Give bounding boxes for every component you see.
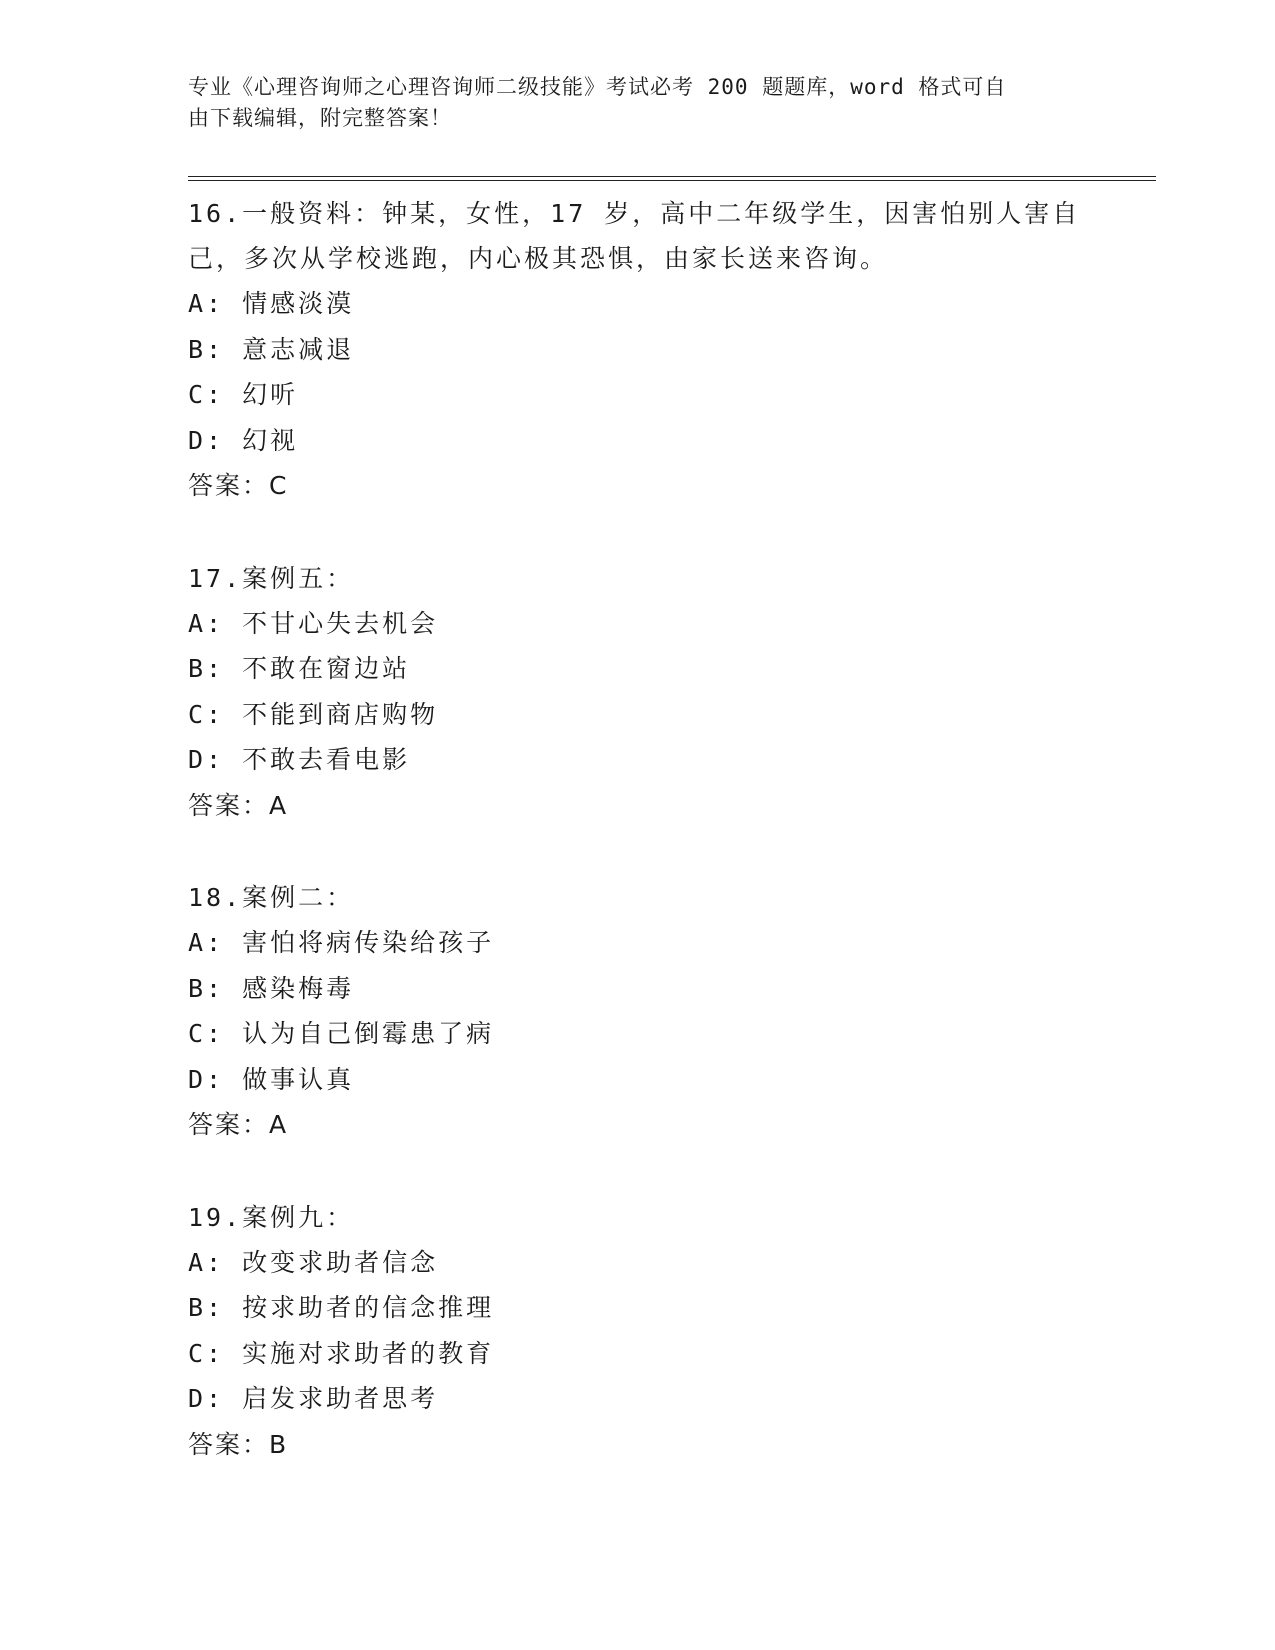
question-18 [188, 875, 1088, 1148]
answer-line: 答案：A [188, 790, 289, 820]
option-b: B: 感染梅毒 [188, 973, 355, 1003]
option-c: C: 不能到商店购物 [188, 699, 439, 729]
option-b: B: 按求助者的信念推理 [188, 1293, 495, 1322]
question-stem: 16.一般资料：钟某，女性，17 岁，高中二年级学生，因害怕别人害自 [188, 199, 1081, 228]
question-stem-continued: 己，多次从学校逃跑，内心极其恐惧，由家长送来咨询。 [188, 244, 889, 273]
intro-line-1: 专业《心理咨询师之心理咨询师二级技能》考试必考 200 题题库，word 格式可自 [188, 75, 1007, 99]
question-19 [188, 1195, 1088, 1468]
question-list [188, 191, 1088, 1467]
option-c: C: 实施对求助者的教育 [188, 1338, 495, 1368]
option-d: D: 做事认真 [188, 1064, 355, 1094]
question-17 [188, 556, 1088, 829]
option-a: A: 不甘心失去机会 [188, 608, 439, 638]
question-stem: 18.案例二： [188, 883, 355, 912]
option-a: A: 害怕将病传染给孩子 [188, 928, 495, 957]
option-d: D: 不敢去看电影 [188, 745, 411, 774]
header-double-rule [188, 176, 1156, 181]
rule-line-top [188, 176, 1156, 177]
option-d: D: 幻视 [188, 425, 299, 455]
option-c: C: 认为自己倒霉患了病 [188, 1019, 495, 1048]
option-a: A: 改变求助者信念 [188, 1247, 439, 1277]
option-b: B: 意志减退 [188, 334, 355, 364]
option-c: C: 幻听 [188, 380, 299, 409]
answer-line: 答案：B [188, 1429, 289, 1459]
question-stem: 19.案例九： [188, 1202, 355, 1232]
answer-line: 答案：C [188, 471, 289, 500]
rule-line-bottom [188, 180, 1156, 181]
intro-line-2: 由下载编辑，附完整答案！ [188, 106, 452, 130]
option-a: A: 情感淡漠 [188, 289, 355, 318]
document-intro [188, 72, 1068, 134]
answer-line: 答案：A [188, 1110, 289, 1139]
question-16 [188, 191, 1088, 509]
question-stem: 17.案例五： [188, 563, 355, 593]
option-d: D: 启发求助者思考 [188, 1384, 439, 1413]
option-b: B: 不敢在窗边站 [188, 654, 411, 683]
